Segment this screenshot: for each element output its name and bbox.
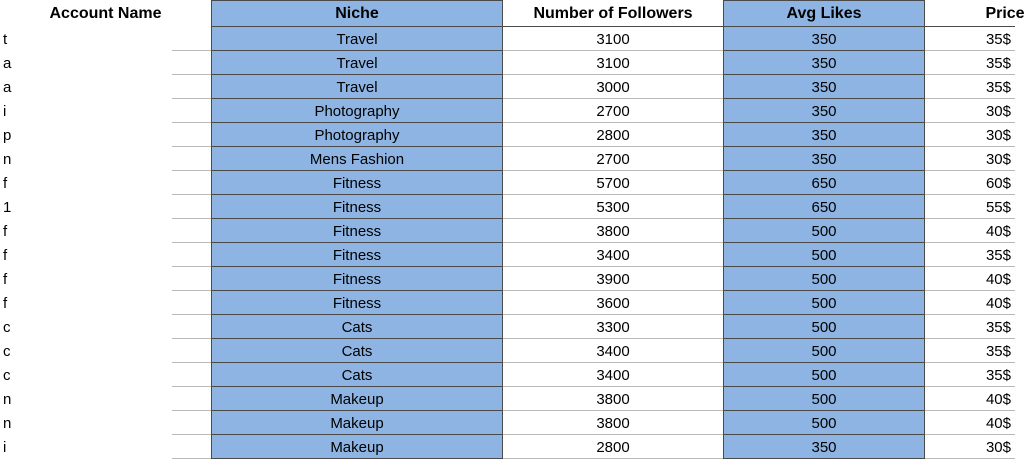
- cell-price[interactable]: 35$: [985, 366, 1011, 384]
- grid-line: [211, 434, 503, 435]
- cell-followers[interactable]: 3400: [596, 366, 630, 384]
- grid-line: [172, 170, 211, 171]
- grid-line: [925, 122, 1015, 123]
- cell-avg-likes[interactable]: 500: [723, 219, 925, 243]
- cell-followers[interactable]: 2800: [596, 126, 630, 144]
- grid-line: [503, 386, 723, 387]
- cell-account-name[interactable]: 1: [3, 198, 12, 216]
- grid-line: [503, 170, 723, 171]
- cell-price[interactable]: 35$: [985, 54, 1011, 72]
- grid-line: [211, 362, 503, 363]
- cell-account-name[interactable]: c: [3, 342, 11, 360]
- cell-account-name[interactable]: i: [3, 438, 7, 456]
- cell-avg-likes[interactable]: 650: [723, 195, 925, 219]
- grid-line: [925, 146, 1015, 147]
- cell-price[interactable]: 40$: [985, 414, 1011, 432]
- grid-line: [925, 290, 1015, 291]
- header-number-of-followers[interactable]: Number of Followers: [533, 4, 693, 22]
- cell-niche[interactable]: Fitness: [211, 219, 503, 243]
- cell-avg-likes[interactable]: 500: [723, 315, 925, 339]
- cell-followers[interactable]: 5300: [596, 198, 630, 216]
- grid-line: [925, 434, 1015, 435]
- cell-niche[interactable]: Photography: [211, 99, 503, 123]
- cell-followers[interactable]: 3800: [596, 390, 630, 408]
- grid-line: [172, 122, 211, 123]
- grid-line: [925, 386, 1015, 387]
- grid-line: [211, 242, 503, 243]
- cell-account-name[interactable]: i: [3, 102, 7, 120]
- cell-followers[interactable]: 2700: [596, 102, 630, 120]
- table-row: [0, 51, 1015, 75]
- cell-account-name[interactable]: a: [3, 78, 12, 96]
- cell-avg-likes[interactable]: 350: [723, 435, 925, 459]
- table-row: [0, 75, 1015, 99]
- grid-line: [172, 434, 211, 435]
- grid-line: [503, 98, 723, 99]
- cell-price[interactable]: 40$: [985, 294, 1011, 312]
- grid-line: [503, 434, 723, 435]
- cell-avg-likes[interactable]: 500: [723, 339, 925, 363]
- cell-niche[interactable]: Travel: [211, 75, 503, 99]
- grid-line: [172, 194, 211, 195]
- grid-line: [723, 0, 925, 1]
- grid-line: [211, 50, 503, 51]
- cell-avg-likes[interactable]: 350: [723, 75, 925, 99]
- grid-line: [503, 266, 723, 267]
- cell-price[interactable]: 55$: [985, 198, 1011, 216]
- grid-line: [723, 338, 925, 339]
- grid-line: [503, 290, 723, 291]
- grid-line: [172, 266, 211, 267]
- cell-account-name[interactable]: f: [3, 270, 8, 288]
- cell-niche[interactable]: Travel: [211, 51, 503, 75]
- cell-price[interactable]: 40$: [985, 222, 1011, 240]
- cell-followers[interactable]: 3800: [596, 222, 630, 240]
- table-row: [0, 339, 1015, 363]
- grid-line: [211, 266, 503, 267]
- table-row: [0, 411, 1015, 435]
- grid-line: [723, 74, 925, 75]
- cell-price[interactable]: 30$: [985, 150, 1011, 168]
- grid-line: [503, 122, 723, 123]
- cell-account-name[interactable]: f: [3, 294, 8, 312]
- grid-line: [172, 410, 211, 411]
- cell-price[interactable]: 60$: [985, 174, 1011, 192]
- cell-price[interactable]: 35$: [985, 318, 1011, 336]
- grid-line: [723, 50, 925, 51]
- grid-line: [211, 338, 503, 339]
- grid-line: [211, 146, 503, 147]
- cell-price[interactable]: 35$: [985, 246, 1011, 264]
- table-row: [0, 27, 1015, 51]
- grid-line: [172, 98, 211, 99]
- cell-followers[interactable]: 5700: [596, 174, 630, 192]
- cell-followers[interactable]: 3100: [596, 30, 630, 48]
- cell-followers[interactable]: 3400: [596, 342, 630, 360]
- cell-price[interactable]: 30$: [985, 126, 1011, 144]
- grid-line: [925, 314, 1015, 315]
- table-row: [0, 291, 1015, 315]
- grid-line: [503, 242, 723, 243]
- table-row: [0, 123, 1015, 147]
- grid-line: [723, 194, 925, 195]
- cell-niche[interactable]: Makeup: [211, 435, 503, 459]
- grid-line: [723, 314, 925, 315]
- table-row: [0, 315, 1015, 339]
- grid-line: [925, 242, 1015, 243]
- cell-avg-likes[interactable]: 350: [723, 51, 925, 75]
- grid-line: [503, 362, 723, 363]
- header-account-name[interactable]: Account Name: [49, 4, 162, 22]
- grid-line: [723, 266, 925, 267]
- cell-account-name[interactable]: n: [3, 150, 12, 168]
- cell-price[interactable]: 35$: [985, 30, 1011, 48]
- cell-account-name[interactable]: f: [3, 246, 8, 264]
- cell-followers[interactable]: 3400: [596, 246, 630, 264]
- grid-line: [925, 74, 1015, 75]
- grid-line: [503, 146, 723, 147]
- grid-line: [925, 194, 1015, 195]
- grid-line: [925, 98, 1015, 99]
- header-niche[interactable]: Niche: [211, 0, 503, 27]
- cell-niche[interactable]: Mens Fashion: [211, 147, 503, 171]
- grid-line: [925, 410, 1015, 411]
- grid-line: [172, 362, 211, 363]
- grid-line: [503, 338, 723, 339]
- grid-line: [723, 170, 925, 171]
- cell-price[interactable]: 40$: [985, 390, 1011, 408]
- grid-line: [503, 314, 723, 315]
- cell-avg-likes[interactable]: 500: [723, 387, 925, 411]
- grid-line: [172, 146, 211, 147]
- grid-line: [211, 98, 503, 99]
- cell-account-name[interactable]: n: [3, 414, 12, 432]
- table-row: [0, 195, 1015, 219]
- cell-niche[interactable]: Cats: [211, 315, 503, 339]
- grid-line: [172, 242, 211, 243]
- grid-line: [925, 170, 1015, 171]
- grid-line: [211, 218, 503, 219]
- grid-line: [723, 242, 925, 243]
- cell-avg-likes[interactable]: 350: [723, 99, 925, 123]
- table-row: [0, 171, 1015, 195]
- cell-account-name[interactable]: n: [3, 390, 12, 408]
- cell-niche[interactable]: Fitness: [211, 195, 503, 219]
- table-row: [0, 363, 1015, 387]
- grid-line: [723, 146, 925, 147]
- grid-line: [503, 410, 723, 411]
- cell-account-name[interactable]: c: [3, 318, 11, 336]
- table-row: [0, 219, 1015, 243]
- cell-avg-likes[interactable]: 500: [723, 267, 925, 291]
- grid-line: [503, 50, 723, 51]
- cell-niche[interactable]: Photography: [211, 123, 503, 147]
- cell-avg-likes[interactable]: 500: [723, 291, 925, 315]
- cell-price[interactable]: 35$: [985, 78, 1011, 96]
- grid-line: [211, 410, 503, 411]
- cell-niche[interactable]: Fitness: [211, 171, 503, 195]
- cell-avg-likes[interactable]: 650: [723, 171, 925, 195]
- table-row: [0, 387, 1015, 411]
- header-row: [0, 0, 1025, 27]
- cell-followers[interactable]: 3300: [596, 318, 630, 336]
- header-price[interactable]: Price: [985, 4, 1025, 22]
- grid-line: [723, 290, 925, 291]
- cell-niche[interactable]: Makeup: [211, 387, 503, 411]
- grid-line: [925, 362, 1015, 363]
- cell-followers[interactable]: 3900: [596, 270, 630, 288]
- cell-niche[interactable]: Travel: [211, 27, 503, 51]
- cell-account-name[interactable]: f: [3, 174, 8, 192]
- cell-price[interactable]: 35$: [985, 342, 1011, 360]
- grid-line: [723, 386, 925, 387]
- cell-niche[interactable]: Makeup: [211, 411, 503, 435]
- grid-line: [172, 386, 211, 387]
- grid-line: [925, 50, 1015, 51]
- grid-line: [503, 194, 723, 195]
- grid-line: [723, 122, 925, 123]
- table-row: [0, 243, 1015, 267]
- grid-line: [925, 266, 1015, 267]
- cell-price[interactable]: 40$: [985, 270, 1011, 288]
- grid-line: [172, 314, 211, 315]
- cell-niche[interactable]: Fitness: [211, 267, 503, 291]
- cell-niche[interactable]: Cats: [211, 363, 503, 387]
- cell-account-name[interactable]: a: [3, 54, 12, 72]
- grid-line: [723, 434, 925, 435]
- cell-account-name[interactable]: c: [3, 366, 11, 384]
- grid-line: [211, 26, 1015, 27]
- cell-followers[interactable]: 3100: [596, 54, 630, 72]
- cell-account-name[interactable]: t: [3, 30, 8, 48]
- grid-line: [172, 218, 211, 219]
- cell-avg-likes[interactable]: 350: [723, 27, 925, 51]
- grid-line: [723, 362, 925, 363]
- cell-avg-likes[interactable]: 500: [723, 411, 925, 435]
- grid-line: [503, 218, 723, 219]
- cell-avg-likes[interactable]: 500: [723, 363, 925, 387]
- table-row: [0, 147, 1015, 171]
- grid-line: [172, 290, 211, 291]
- cell-price[interactable]: 30$: [985, 102, 1011, 120]
- grid-line: [723, 410, 925, 411]
- grid-line: [211, 170, 503, 171]
- cell-niche[interactable]: Cats: [211, 339, 503, 363]
- cell-followers[interactable]: 3000: [596, 78, 630, 96]
- grid-line: [211, 0, 503, 1]
- grid-line: [211, 194, 503, 195]
- cell-avg-likes[interactable]: 500: [723, 243, 925, 267]
- grid-line: [172, 74, 211, 75]
- grid-line: [503, 74, 723, 75]
- cell-avg-likes[interactable]: 350: [723, 147, 925, 171]
- cell-price[interactable]: 30$: [985, 438, 1011, 456]
- grid-line: [211, 74, 503, 75]
- grid-line: [211, 386, 503, 387]
- grid-line: [211, 314, 503, 315]
- cell-followers[interactable]: 3600: [596, 294, 630, 312]
- grid-line: [723, 98, 925, 99]
- table-row: [0, 267, 1015, 291]
- cell-followers[interactable]: 2800: [596, 438, 630, 456]
- grid-line: [925, 218, 1015, 219]
- cell-followers[interactable]: 2700: [596, 150, 630, 168]
- grid-line: [211, 290, 503, 291]
- grid-line: [925, 338, 1015, 339]
- cell-avg-likes[interactable]: 350: [723, 123, 925, 147]
- table-row: [0, 99, 1015, 123]
- grid-line: [211, 122, 503, 123]
- cell-account-name[interactable]: f: [3, 222, 8, 240]
- cell-niche[interactable]: Fitness: [211, 291, 503, 315]
- cell-niche[interactable]: Fitness: [211, 243, 503, 267]
- header-avg-likes[interactable]: Avg Likes: [723, 0, 925, 27]
- cell-account-name[interactable]: p: [3, 126, 12, 144]
- grid-line: [723, 218, 925, 219]
- table-row: [0, 435, 1015, 459]
- cell-followers[interactable]: 3800: [596, 414, 630, 432]
- grid-line: [172, 50, 211, 51]
- grid-line: [172, 338, 211, 339]
